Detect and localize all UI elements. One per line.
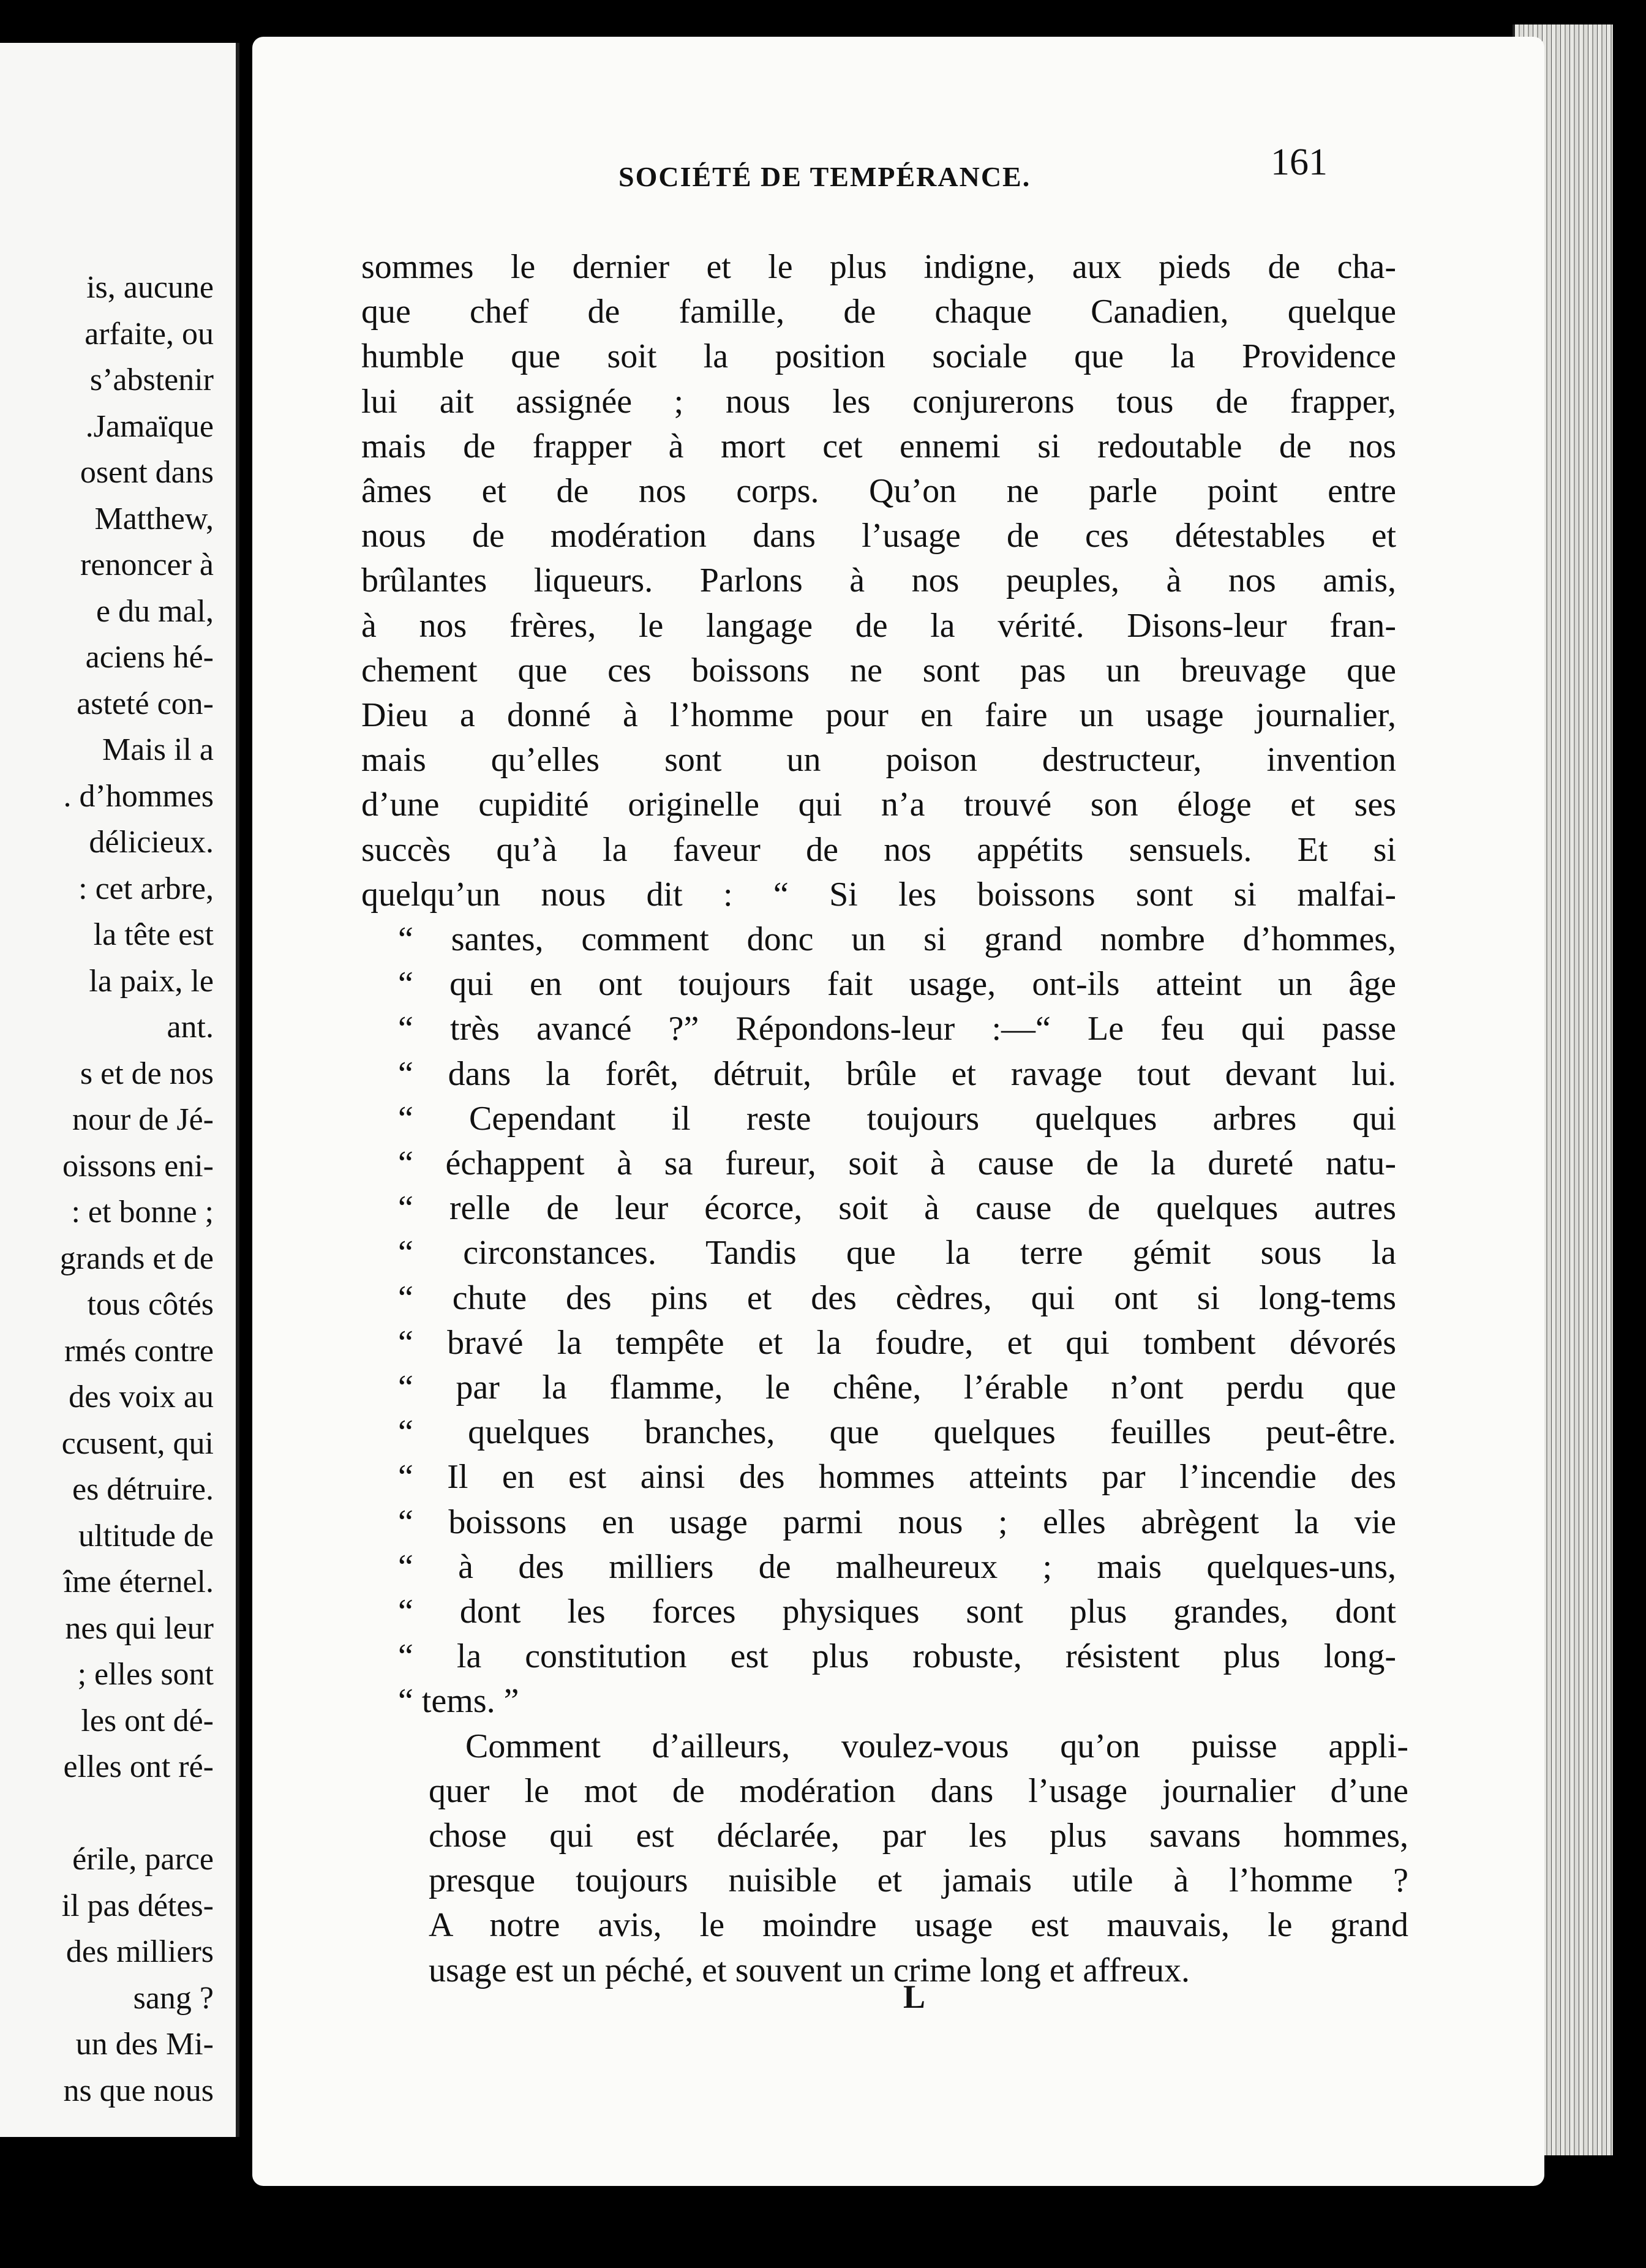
body-line: chose qui est déclarée, par les plus savans hommes,: [429, 1817, 1408, 1855]
body-line: humble que soit la position sociale que la Providence: [361, 337, 1396, 376]
facing-page-line: elles ont ré-: [63, 1749, 214, 1784]
facing-page-line: es détruire.: [72, 1472, 214, 1507]
facing-page-line: délicieux.: [89, 825, 214, 860]
facing-page-line: : cet arbre,: [78, 871, 214, 906]
facing-page-line: .Jamaïque: [85, 408, 214, 444]
facing-page-line: nes qui leur: [65, 1610, 214, 1646]
body-line: “ chute des pins et des cèdres, qui ont si long-tems: [398, 1279, 1396, 1317]
facing-page-line: e du mal,: [96, 593, 214, 629]
body-line: que chef de famille, de chaque Canadien, quelque: [361, 293, 1396, 331]
facing-page-line: grands et de: [59, 1241, 214, 1276]
facing-page-line: îme éternel.: [63, 1564, 214, 1599]
body-line: “ tems. ”: [398, 1682, 519, 1721]
facing-page-line: la tête est: [93, 917, 214, 952]
body-line: nous de modération dans l’usage de ces détestables et: [361, 517, 1396, 555]
body-line: presque toujours nuisible et jamais utile à l’homme ?: [429, 1861, 1408, 1900]
body-line: quelqu’un nous dit : “ Si les boissons sont si malfai-: [361, 875, 1396, 914]
body-line: Dieu a donné à l’homme pour en faire un usage journalier,: [361, 696, 1396, 734]
facing-page-line: s et de nos: [80, 1056, 214, 1091]
facing-page-line: il pas détes-: [61, 1888, 214, 1923]
body-line: “ quelques branches, que quelques feuilles peut-être.: [398, 1413, 1396, 1452]
facing-page-line: sang ?: [133, 1980, 214, 2016]
facing-page-line: : et bonne ;: [71, 1195, 214, 1230]
facing-page-line: des milliers: [66, 1934, 214, 1969]
body-line: “ boissons en usage parmi nous ; elles abrègent la vie: [398, 1503, 1396, 1541]
facing-page-line: Matthew,: [94, 501, 214, 536]
body-line: “ santes, comment donc un si grand nombre d’hommes,: [398, 920, 1396, 958]
facing-page-line: asteté con-: [77, 686, 214, 721]
facing-page: [0, 43, 239, 2137]
facing-page-line: oissons eni-: [62, 1148, 214, 1184]
body-line: sommes le dernier et le plus indigne, aux pieds de cha-: [361, 248, 1396, 286]
facing-page-line: érile, parce: [72, 1842, 214, 1877]
body-line: “ bravé la tempête et la foudre, et qui tombent dévorés: [398, 1323, 1396, 1362]
body-line: âmes et de nos corps. Qu’on ne parle point entre: [361, 472, 1396, 510]
facing-page-line: rmés contre: [64, 1333, 214, 1369]
body-line: “ circonstances. Tandis que la terre gémit sous la: [398, 1234, 1396, 1272]
body-line: chement que ces boissons ne sont pas un breuvage que: [361, 651, 1396, 689]
body-line: “ qui en ont toujours fait usage, ont-ils atteint un âge: [398, 965, 1396, 1004]
body-line: “ échappent à sa fureur, soit à cause de la dureté natu-: [398, 1144, 1396, 1182]
body-line: Comment d’ailleurs, voulez-vous qu’on puisse appli-: [465, 1727, 1408, 1765]
body-line: “ dans la forêt, détruit, brûle et ravage tout devant lui.: [398, 1054, 1396, 1093]
body-line: lui ait assignée ; nous les conjurerons tous de frapper,: [361, 382, 1396, 421]
facing-page-line: is, aucune: [86, 270, 214, 305]
body-line: à nos frères, le langage de la vérité. Disons-leur fran-: [361, 606, 1396, 645]
body-line: “ à des milliers de malheureux ; mais quelques-uns,: [398, 1547, 1396, 1586]
facing-page-line: un des Mi-: [75, 2027, 214, 2062]
body-line: A notre avis, le moindre usage est mauvais, le grand: [429, 1906, 1408, 1945]
body-line: usage est un péché, et souvent un crime long et affreux.: [429, 1951, 1190, 1989]
facing-page-line: osent dans: [80, 455, 214, 490]
body-line: mais de frapper à mort cet ennemi si redoutable de nos: [361, 427, 1396, 465]
body-line: quer le mot de modération dans l’usage journalier d’une: [429, 1771, 1408, 1810]
body-line: succès qu’à la faveur de nos appétits sensuels. Et si: [361, 830, 1396, 869]
facing-page-line: s’abstenir: [89, 362, 214, 397]
facing-page-line: renoncer à: [80, 547, 214, 582]
facing-page-line: des voix au: [69, 1380, 214, 1414]
facing-page-line: Mais il a: [102, 732, 214, 767]
facing-page-line: . d’hommes: [63, 778, 214, 814]
body-line: “ Il en est ainsi des hommes atteints par l’incendie des: [398, 1458, 1396, 1496]
body-line: “ par la flamme, le chêne, l’érable n’ont perdu que: [398, 1369, 1396, 1406]
facing-page-line: les ont dé-: [81, 1703, 214, 1738]
body-line: “ dont les forces physiques sont plus grandes, dont: [398, 1593, 1396, 1631]
body-line: mais qu’elles sont un poison destructeur, invention: [361, 741, 1396, 779]
running-head: SOCIÉTÉ DE TEMPÉRANCE.: [618, 161, 1031, 192]
facing-page-line: tous côtés: [87, 1287, 214, 1322]
facing-page-line: ccusent, qui: [61, 1425, 214, 1461]
body-line: “ relle de leur écorce, soit à cause de quelques autres: [398, 1189, 1396, 1228]
facing-page-line: nour de Jé-: [72, 1102, 214, 1137]
facing-page-line: la paix, le: [89, 963, 214, 999]
body-line: “ la constitution est plus robuste, résistent plus long-: [398, 1637, 1396, 1676]
facing-page-line: ultitude de: [78, 1518, 214, 1553]
facing-page-line: aciens hé-: [85, 640, 214, 675]
body-line: d’une cupidité originelle qui n’a trouvé son éloge et ses: [361, 786, 1396, 824]
body-line: brûlantes liqueurs. Parlons à nos peuples, à nos amis,: [361, 561, 1396, 600]
body-line: “ Cependant il reste toujours quelques arbres qui: [398, 1099, 1396, 1138]
facing-page-line: ; elles sont: [77, 1657, 214, 1692]
facing-page-line: arfaite, ou: [85, 316, 214, 351]
body-line: “ très avancé ?” Répondons-leur :—“ Le feu qui passe: [398, 1010, 1396, 1048]
page-number: 161: [1271, 141, 1328, 183]
facing-page-line: ant.: [167, 1010, 214, 1045]
facing-page-line: ns que nous: [63, 2073, 214, 2108]
signature-mark: L: [903, 1978, 926, 2015]
